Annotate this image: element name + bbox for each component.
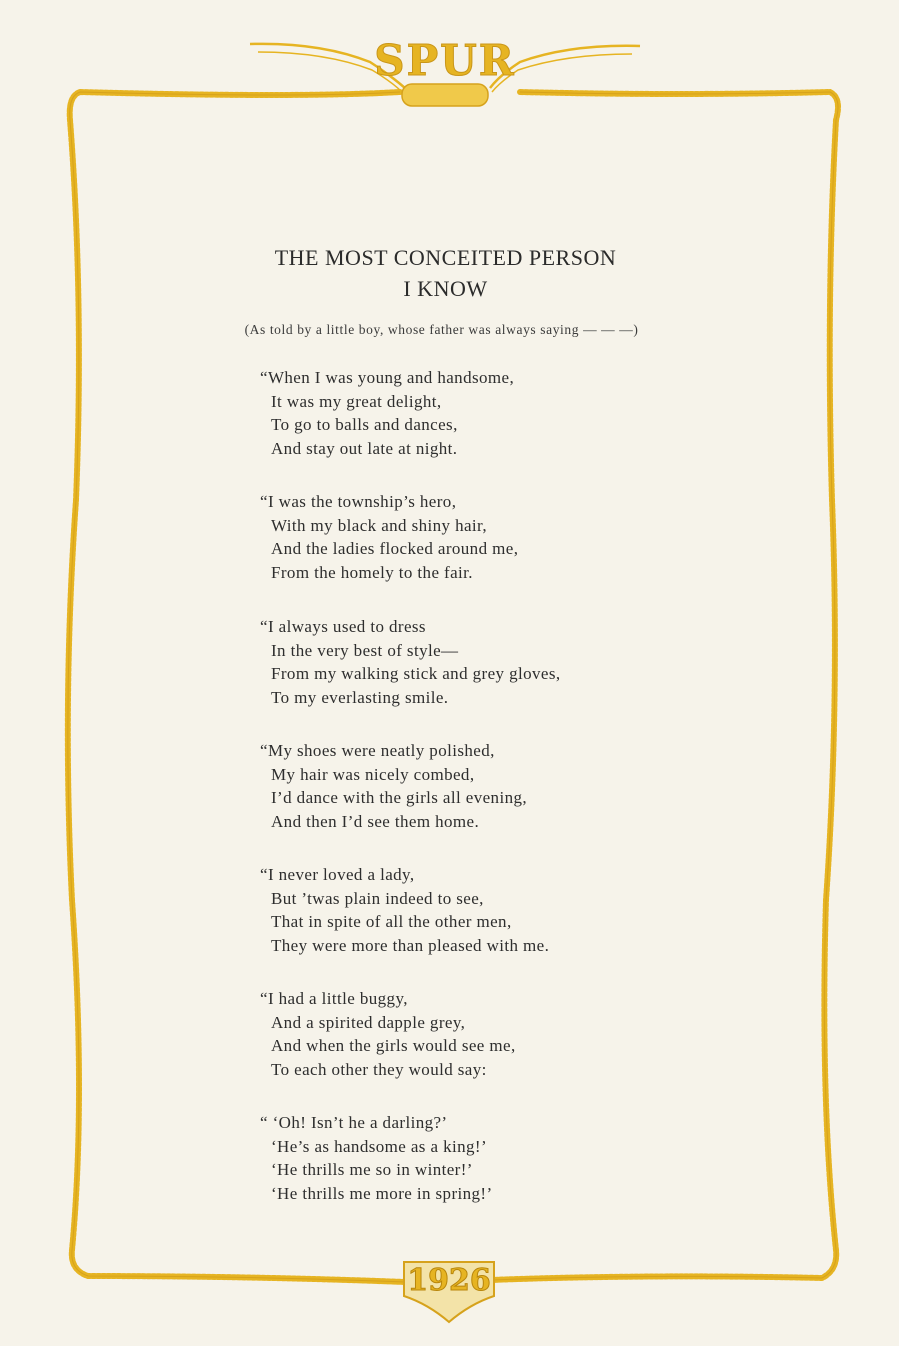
poem-line: With my black and shiny hair, <box>271 515 488 535</box>
poem-line: ‘He thrills me more in spring!’ <box>271 1183 493 1203</box>
poem-line: “I had a little buggy, <box>260 989 408 1008</box>
poem-line: “I was the township’s hero, <box>260 492 457 511</box>
poem-line: And a spirited dapple grey, <box>271 1012 466 1032</box>
poem-line: From the homely to the fair. <box>271 562 473 582</box>
spur-logo-text: SPUR <box>374 36 516 85</box>
poem-line: ‘He’s as handsome as a king!’ <box>271 1136 488 1156</box>
poem-line: And then I’d see them home. <box>271 811 480 831</box>
poem-title <box>0 242 899 304</box>
year-text: 1926 <box>407 1263 491 1298</box>
stanza-4 <box>260 739 527 833</box>
stanza-6 <box>260 987 516 1081</box>
poem-line: ‘He thrills me so in winter!’ <box>271 1160 473 1179</box>
poem-line: “My shoes were neatly polished, <box>260 741 495 760</box>
year-emblem <box>404 1262 494 1300</box>
poem-line: And when the girls would see me, <box>271 1036 516 1055</box>
poem-line: In the very best of style— <box>271 640 459 660</box>
poem-line: From my walking stick and grey gloves, <box>271 664 561 683</box>
poem-line: To my everlasting smile. <box>271 687 449 707</box>
poem-line: To go to balls and dances, <box>271 415 458 434</box>
poem-title-line-1: THE MOST CONCEITED PERSON <box>274 245 617 270</box>
poem-title-line-2: I KNOW <box>403 276 488 301</box>
poem-line: “I always used to dress <box>260 617 426 636</box>
poem-line: “I never loved a lady, <box>260 865 415 884</box>
poem-line: They were more than pleased with me. <box>271 935 550 955</box>
poem-line: To each other they would say: <box>271 1059 487 1079</box>
poem-line: It was my great delight, <box>271 391 442 411</box>
poem-line: And stay out late at night. <box>271 438 458 458</box>
stanza-5 <box>260 863 549 957</box>
poem-line: But ’twas plain indeed to see, <box>271 888 484 908</box>
poem-line: My hair was nicely combed, <box>271 764 475 784</box>
stanza-3 <box>260 615 561 709</box>
poem-line: And the ladies flocked around me, <box>271 539 519 558</box>
poem-line: “When I was young and handsome, <box>260 368 515 387</box>
stanza-1 <box>260 366 514 460</box>
poem-line: That in spite of all the other men, <box>271 912 512 931</box>
poem-subtitle: (As told by a little boy, whose father was always saying — — —) <box>244 322 639 337</box>
poem-line: I’d dance with the girls all evening, <box>271 788 528 807</box>
stanza-2 <box>260 490 518 584</box>
poem-line: “ ‘Oh! Isn’t he a darling?’ <box>260 1113 448 1132</box>
spur-logo <box>360 36 530 85</box>
stanza-7 <box>260 1111 493 1205</box>
